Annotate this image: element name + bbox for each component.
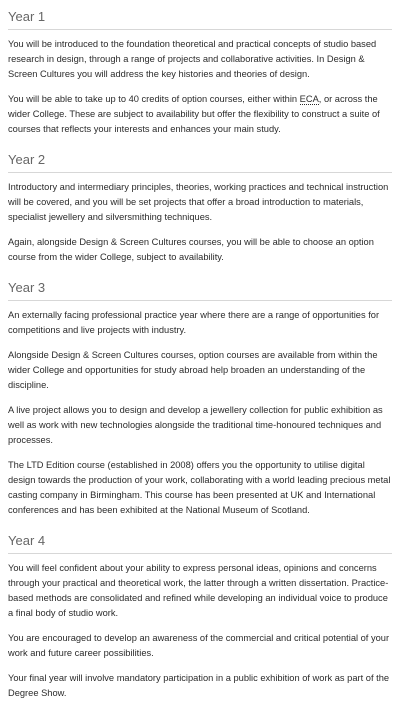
paragraph: You will be introduced to the foundation theoretical and practical concepts of studio based research in design, through a range of projects and collaborative activities. In Design & Screen Cultures you will address the key histories and theories of design. — [8, 39, 377, 79]
paragraph-text: , or across the wider College. These are subject to availability but offer the flexibility to construct a suite of courses that reflects your interests and enhances your main study. — [8, 94, 380, 134]
paragraph: The LTD Edition course (established in 2008) offers you the opportunity to utilise digital design towards the production of your work, collaborating with a world leading precious metal casting company in Birmingham. This course has been presented at UK and International conferences and has been exhibited at the National Museum of Scotland. — [8, 460, 391, 515]
paragraph: An externally facing professional practice year where there are a range of opportunities for competitions and live projects with industry. — [8, 310, 380, 335]
section-divider — [8, 553, 392, 554]
paragraph — [8, 92, 392, 137]
section-divider — [8, 300, 392, 301]
year-heading: Year 4 — [8, 533, 46, 548]
paragraph: Introductory and intermediary principles, theories, working practices and technical instruction will be covered, and you will be set projects that offer a broad introduction to materials, specialist jewellery and silversmithing techniques. — [8, 182, 389, 222]
paragraph: A live project allows you to design and develop a jewellery collection for public exhibition as well as work with new technologies alongside the traditional time-honoured techniques and processes. — [8, 405, 383, 445]
year-heading: Year 2 — [8, 152, 46, 167]
paragraph: You will feel confident about your ability to express personal ideas, opinions and concerns through your practical and theoretical work, the latter through a written dissertation. Practice-based methods are consolidated and refined while developing an individual voice to produce a final body of studio work. — [8, 563, 389, 618]
section-divider — [8, 29, 392, 30]
year-4-section — [8, 528, 392, 701]
year-heading: Year 1 — [8, 9, 46, 24]
paragraph: Your final year will involve mandatory participation in a public exhibition of work as part of the Degree Show. — [8, 673, 390, 698]
year-3-section — [8, 275, 392, 518]
paragraph-text: You will be able to take up to 40 credits of option courses, either within — [8, 94, 300, 104]
section-divider — [8, 172, 392, 173]
paragraph: Again, alongside Design & Screen Cultures courses, you will be able to choose an option course from the wider College, subject to availability. — [8, 237, 374, 262]
eca-abbreviation-link[interactable]: ECA — [299, 94, 319, 104]
paragraph: You are encouraged to develop an awareness of the commercial and critical potential of your work and future career possibilities. — [8, 633, 390, 658]
year-2-section — [8, 147, 392, 265]
paragraph: Alongside Design & Screen Cultures courses, option courses are available from within the wider College and opportunities for study abroad help broaden an understanding of the discipline. — [8, 350, 378, 390]
year-1-section — [8, 4, 392, 137]
year-heading: Year 3 — [8, 280, 46, 295]
